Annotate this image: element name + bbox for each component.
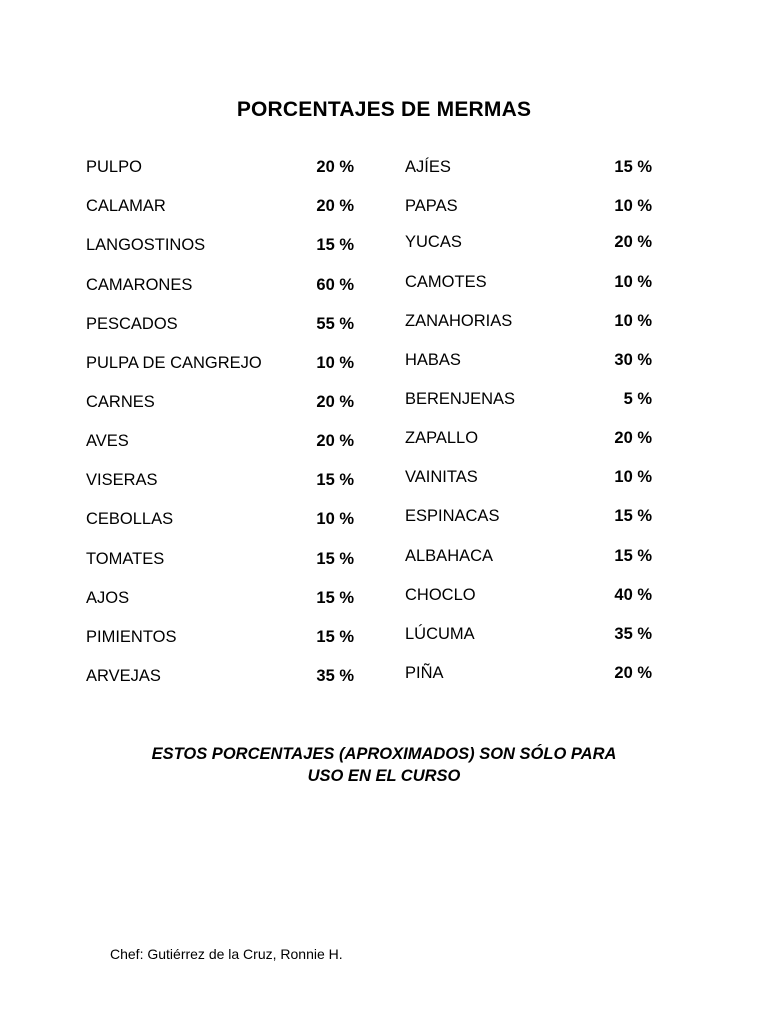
item-name: PULPO bbox=[86, 158, 142, 176]
right_column-row bbox=[405, 194, 652, 218]
item-name: YUCAS bbox=[405, 233, 462, 251]
item-percentage: 30 % bbox=[614, 351, 652, 369]
item-percentage: 10 % bbox=[614, 312, 652, 330]
course-note bbox=[0, 743, 768, 787]
left_column-row bbox=[86, 586, 354, 610]
item-name: ZAPALLO bbox=[405, 429, 479, 447]
item-name: PIMIENTOS bbox=[86, 628, 177, 646]
left_column-row bbox=[86, 233, 354, 257]
left_column-row bbox=[86, 547, 354, 571]
item-name: ESPINACAS bbox=[405, 507, 500, 525]
right_column-row bbox=[405, 622, 652, 646]
left_column-row bbox=[86, 429, 354, 453]
item-name: PULPA DE CANGREJO bbox=[86, 354, 262, 372]
item-percentage: 20 % bbox=[316, 432, 354, 450]
item-name: LÚCUMA bbox=[405, 625, 475, 643]
right_column-row bbox=[405, 348, 652, 372]
item-name: PESCADOS bbox=[86, 315, 178, 333]
item-percentage: 20 % bbox=[316, 393, 354, 411]
item-percentage: 15 % bbox=[614, 507, 652, 525]
item-percentage: 10 % bbox=[614, 273, 652, 291]
item-name: CALAMAR bbox=[86, 197, 166, 215]
right_column-row bbox=[405, 155, 652, 179]
item-name: AJOS bbox=[86, 589, 130, 607]
left_column-row bbox=[86, 273, 354, 297]
item-percentage: 15 % bbox=[316, 628, 354, 646]
note-line-1: ESTOS PORCENTAJES (APROXIMADOS) SON SÓLO PARA bbox=[151, 745, 617, 763]
right_column-row bbox=[405, 504, 652, 528]
left_column-row bbox=[86, 351, 354, 375]
item-percentage: 20 % bbox=[614, 233, 652, 251]
item-name: HABAS bbox=[405, 351, 461, 369]
left_column-row bbox=[86, 625, 354, 649]
item-percentage: 20 % bbox=[614, 429, 652, 447]
item-name: VAINITAS bbox=[405, 468, 478, 486]
item-percentage: 15 % bbox=[316, 589, 354, 607]
item-name: VISERAS bbox=[86, 471, 158, 489]
item-percentage: 15 % bbox=[614, 547, 652, 565]
item-name: CAMARONES bbox=[86, 276, 193, 294]
left_column-row bbox=[86, 664, 354, 688]
left_column-row bbox=[86, 194, 354, 218]
note-line-2: USO EN EL CURSO bbox=[307, 767, 461, 785]
right_column-row bbox=[405, 661, 652, 685]
item-percentage: 15 % bbox=[316, 550, 354, 568]
item-percentage: 10 % bbox=[316, 354, 354, 372]
item-percentage: 10 % bbox=[316, 510, 354, 528]
item-name: PAPAS bbox=[405, 197, 458, 215]
right_column-row bbox=[405, 544, 652, 568]
left_column-row bbox=[86, 390, 354, 414]
left_column-row bbox=[86, 312, 354, 336]
item-percentage: 40 % bbox=[614, 586, 652, 604]
left_column-row bbox=[86, 468, 354, 492]
left_column-row bbox=[86, 507, 354, 531]
item-name: AVES bbox=[86, 432, 129, 450]
right_column-row bbox=[405, 230, 652, 254]
item-percentage: 15 % bbox=[614, 158, 652, 176]
page-title: PORCENTAJES DE MERMAS bbox=[236, 98, 532, 121]
item-name: CEBOLLAS bbox=[86, 510, 174, 528]
item-name: BERENJENAS bbox=[405, 390, 516, 408]
item-name: TOMATES bbox=[86, 550, 165, 568]
item-name: ALBAHACA bbox=[405, 547, 494, 565]
left_column-row bbox=[86, 155, 354, 179]
item-percentage: 20 % bbox=[316, 197, 354, 215]
right_column-row bbox=[405, 387, 652, 411]
right_column-row bbox=[405, 426, 652, 450]
item-name: CAMOTES bbox=[405, 273, 487, 291]
item-percentage: 35 % bbox=[614, 625, 652, 643]
item-name: CHOCLO bbox=[405, 586, 476, 604]
item-name: LANGOSTINOS bbox=[86, 236, 206, 254]
item-percentage: 20 % bbox=[316, 158, 354, 176]
item-name: CARNES bbox=[86, 393, 155, 411]
item-name: ZANAHORIAS bbox=[405, 312, 513, 330]
item-name: PIÑA bbox=[405, 664, 444, 682]
item-percentage: 15 % bbox=[316, 236, 354, 254]
item-percentage: 10 % bbox=[614, 468, 652, 486]
item-percentage: 10 % bbox=[614, 197, 652, 215]
item-percentage: 35 % bbox=[316, 667, 354, 685]
chef-signature: Chef: Gutiérrez de la Cruz, Ronnie H. bbox=[110, 946, 343, 962]
item-name: ARVEJAS bbox=[86, 667, 161, 685]
item-name: AJÍES bbox=[405, 158, 451, 176]
right_column-row bbox=[405, 270, 652, 294]
right_column-row bbox=[405, 309, 652, 333]
right_column-row bbox=[405, 583, 652, 607]
item-percentage: 55 % bbox=[316, 315, 354, 333]
right_column-row bbox=[405, 465, 652, 489]
item-percentage: 5 % bbox=[623, 390, 652, 408]
item-percentage: 15 % bbox=[316, 471, 354, 489]
item-percentage: 20 % bbox=[614, 664, 652, 682]
item-percentage: 60 % bbox=[316, 276, 354, 294]
